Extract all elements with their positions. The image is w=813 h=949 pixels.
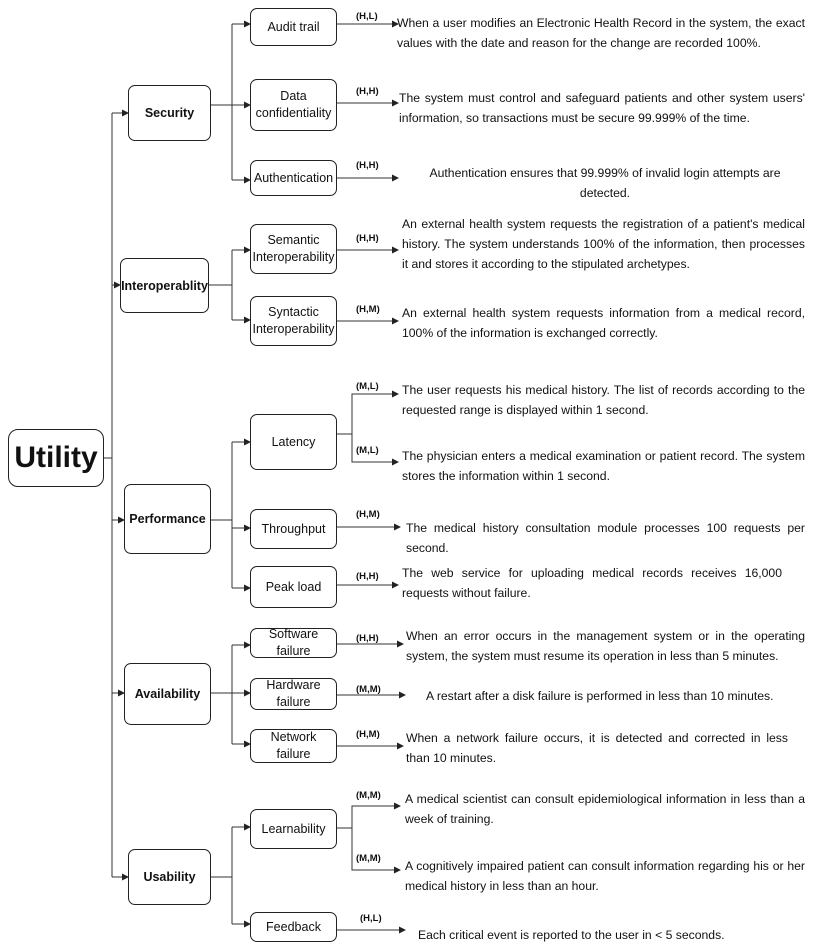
hardware-failure-node: Hardware failure <box>250 678 337 710</box>
priority-label: (M,M) <box>356 790 381 801</box>
interoperability-node: Interoperablity <box>120 258 209 313</box>
network-failure-node: Network failure <box>250 729 337 763</box>
priority-label: (M,L) <box>356 381 379 392</box>
availability-node: Availability <box>124 663 211 725</box>
security-node: Security <box>128 85 211 141</box>
latency-node: Latency <box>250 414 337 470</box>
scenario-text: The web service for uploading medical records receives 16,000 requests without failure. <box>402 566 782 600</box>
scenario-text: Each critical event is reported to the user in < 5 seconds. <box>418 928 725 942</box>
scenario-text: The medical history consultation module processes 100 requests per second. <box>406 521 805 555</box>
learnability-node: Learnability <box>250 809 337 849</box>
scenario-text: The system must control and safeguard patients and other system users' information, so transactions must be secure 99.999% of the time. <box>399 91 805 125</box>
software-failure-node: Software failure <box>250 628 337 658</box>
scenario-text: A restart after a disk failure is performed in less than 10 minutes. <box>426 689 774 703</box>
priority-label: (H,H) <box>356 160 379 171</box>
priority-label: (M,M) <box>356 853 381 864</box>
scenario-text: When a user modifies an Electronic Health Record in the system, the exact values with the date and reason for the change are recorded 100%. <box>397 16 805 50</box>
priority-label: (H,H) <box>356 633 379 644</box>
scenario-text: A medical scientist can consult epidemiological information in less than a week of training. <box>405 792 805 826</box>
performance-node: Performance <box>124 484 211 554</box>
scenario-text: The physician enters a medical examination or patient record. The system stores the information within 1 second. <box>402 449 805 483</box>
priority-label: (H,H) <box>356 571 379 582</box>
scenario-text: An external health system requests information from a medical record, 100% of the information is exchanged correctly. <box>402 306 805 340</box>
priority-label: (H,H) <box>356 86 379 97</box>
scenario-text: When a network failure occurs, it is detected and corrected in less than 10 minutes. <box>406 731 788 765</box>
feedback-node: Feedback <box>250 912 337 942</box>
priority-label: (H,M) <box>356 509 380 520</box>
priority-label: (H,H) <box>356 233 379 244</box>
utility-root-node: Utility <box>8 429 104 487</box>
priority-label: (H,L) <box>360 913 382 924</box>
priority-label: (H,L) <box>356 11 378 22</box>
priority-label: (M,M) <box>356 684 381 695</box>
semantic-interoperability-node: Semantic Interoperability <box>250 224 337 274</box>
scenario-text: A cognitively impaired patient can consult information regarding his or her medical history in less than an hour. <box>405 859 805 893</box>
usability-node: Usability <box>128 849 211 905</box>
scenario-text: Authentication ensures that 99.999% of invalid login attempts are detected. <box>429 166 781 200</box>
scenario-text: An external health system requests the registration of a patient's medical history. The system understands 100% of the information, then processes it and stores it according to the stipulated archetypes. <box>402 217 805 271</box>
peak-load-node: Peak load <box>250 566 337 608</box>
data-confidentiality-node: Data confidentiality <box>250 79 337 131</box>
throughput-node: Throughput <box>250 509 337 549</box>
audit-trail-node: Audit trail <box>250 8 337 46</box>
scenario-text: When an error occurs in the management system or in the operating system, the system must resume its operation in less than 5 minutes. <box>406 629 805 663</box>
priority-label: (H,M) <box>356 729 380 740</box>
priority-label: (M,L) <box>356 445 379 456</box>
scenario-text: The user requests his medical history. The list of records according to the requested range is displayed within 1 second. <box>402 383 805 417</box>
priority-label: (H,M) <box>356 304 380 315</box>
authentication-node: Authentication <box>250 160 337 196</box>
syntactic-interoperability-node: Syntactic Interoperability <box>250 296 337 346</box>
